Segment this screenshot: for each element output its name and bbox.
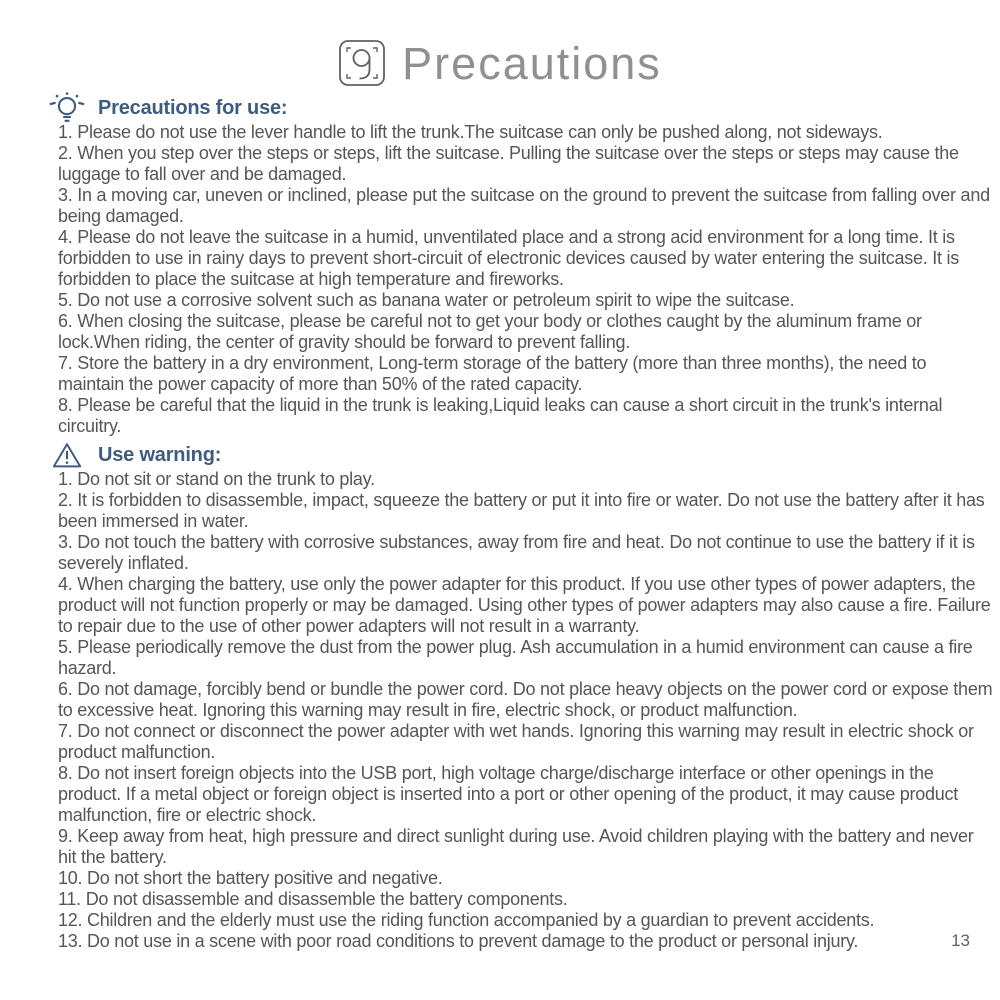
list-item: 4. When charging the battery, use only the power adapter for this product. If you use other types of power adapters, the product will not function properly or may be damaged. Using other types of power adapters may also cause a fire. Failure to repair due to the use of other power adapters will not result in a warranty. [58, 574, 991, 636]
precautions-list [0, 122, 993, 437]
section-use-warning [0, 441, 1000, 952]
list-item: 8. Do not insert foreign objects into the USB port, high voltage charge/discharge interface or other openings in the product. If a metal object or foreign object is inserted into a port or other opening of the product, it may cause product malfunction, fire or electric shock. [58, 763, 959, 825]
list-item: 6. Do not damage, forcibly bend or bundle the power cord. Do not place heavy objects on the power cord or expose them to excessive heat. Ignoring this warning may result in fire, electric shock, or product malfunction. [58, 679, 993, 720]
section-precautions-for-use [0, 94, 1000, 437]
numbered-box-icon [338, 39, 386, 87]
list-item: 2. It is forbidden to disassemble, impact, squeeze the battery or put it into fire or water. Do not use the battery after it has been immersed in water. [58, 490, 985, 531]
lightbulb-icon [48, 91, 86, 125]
list-item: 5. Do not use a corrosive solvent such as banana water or petroleum spirit to wipe the suitcase. [58, 290, 795, 310]
page-title: Precautions [402, 37, 662, 89]
list-item: 9. Keep away from heat, high pressure and direct sunlight during use. Avoid children playing with the battery and never hit the battery. [58, 826, 974, 867]
section-heading: Precautions for use: [98, 96, 288, 119]
list-item: 8. Please be careful that the liquid in the trunk is leaking,Liquid leaks can cause a short circuit in the trunk's internal circuitry. [58, 395, 943, 436]
warnings-list [0, 469, 993, 952]
list-item: 7. Store the battery in a dry environment, Long-term storage of the battery (more than three months), the need to maintain the power capacity of more than 50% of the rated capacity. [58, 353, 927, 394]
list-item: 10. Do not short the battery positive and negative. [58, 868, 443, 888]
warning-triangle-icon [48, 442, 86, 469]
list-item: 12. Children and the elderly must use the riding function accompanied by a guardian to prevent accidents. [58, 910, 875, 930]
section-header [0, 441, 1000, 469]
list-item: 5. Please periodically remove the dust from the power plug. Ash accumulation in a humid environment can cause a fire hazard. [58, 637, 973, 678]
list-item: 7. Do not connect or disconnect the power adapter with wet hands. Ignoring this warning may result in electric shock or product malfunction. [58, 721, 974, 762]
list-item: 3. In a moving car, uneven or inclined, please put the suitcase on the ground to prevent the suitcase from falling over and being damaged. [58, 185, 990, 226]
list-item: 13. Do not use in a scene with poor road conditions to prevent damage to the product or personal injury. [58, 931, 859, 951]
list-item: 1. Do not sit or stand on the trunk to play. [58, 469, 375, 489]
page-number: 13 [951, 931, 970, 950]
list-item: 11. Do not disassemble and disassemble the battery components. [58, 889, 568, 909]
list-item: 3. Do not touch the battery with corrosive substances, away from fire and heat. Do not continue to use the battery if it is severely inflated. [58, 532, 975, 573]
page-header [0, 0, 1000, 90]
list-item: 1. Please do not use the lever handle to lift the trunk.The suitcase can only be pushed along, not sideways. [58, 122, 883, 142]
list-item: 6. When closing the suitcase, please be careful not to get your body or clothes caught by the aluminum frame or lock.When riding, the center of gravity should be forward to prevent falling. [58, 311, 922, 352]
list-item: 2. When you step over the steps or steps, lift the suitcase. Pulling the suitcase over the steps or steps may cause the luggage to fall over and be damaged. [58, 143, 959, 184]
section-heading: Use warning: [98, 443, 222, 466]
list-item: 4. Please do not leave the suitcase in a humid, unventilated place and a strong acid environment for a long time. It is forbidden to use in rainy days to prevent short-circuit of electronic devices caused by water entering the suitcase. It is forbidden to place the suitcase at high temperature and fireworks. [58, 227, 959, 289]
section-header [0, 94, 1000, 122]
